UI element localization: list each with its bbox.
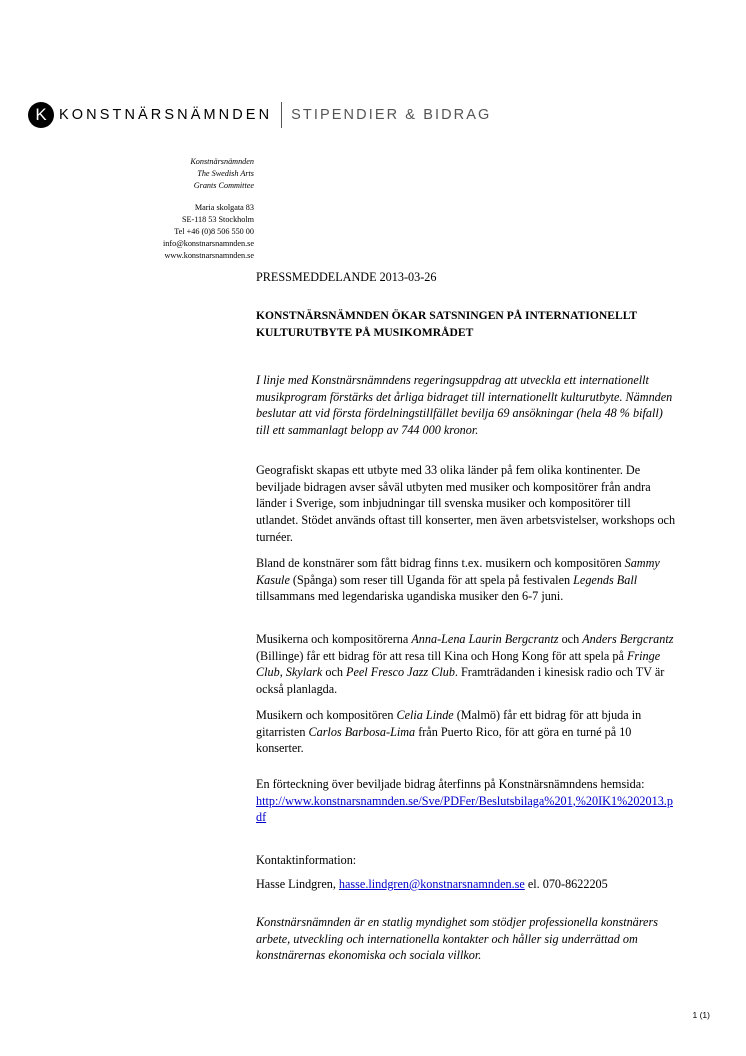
- headline: KONSTNÄRSNÄMNDEN ÖKAR SATSNINGEN PÅ INTERNATIONELLT KULTURUTBYTE PÅ MUSIKOMRÅDET: [256, 309, 637, 339]
- sender-phone: Tel +46 (0)8 506 550 00: [174, 227, 254, 236]
- text: Musikerna och kompositörerna: [256, 632, 412, 647]
- logo-organization-name: KONSTNÄRSNÄMNDEN: [59, 107, 273, 123]
- artist-name: Anders Bergcrantz: [582, 632, 674, 647]
- contact-heading: Kontaktinformation:: [256, 853, 357, 867]
- text: Bland de konstnärer som fått bidrag finns t.ex. musikern och kompositören: [256, 556, 625, 571]
- body-paragraph-3: [256, 631, 676, 697]
- text: (Malmö) får ett bidrag för att bjuda in gitarristen: [256, 708, 642, 739]
- sender-postcode: SE-118 53 Stockholm: [181, 215, 254, 224]
- press-release-date: PRESSMEDDELANDE 2013-03-26: [256, 270, 437, 284]
- text: (Spånga) som reser till Uganda för att spela på festivalen: [289, 572, 574, 587]
- logo-k-emblem: K: [28, 102, 54, 128]
- grants-list-link[interactable]: http://www.konstnarsnamnden.se/Sve/PDFer/Beslutsbilaga%201,%20IK1%202013.pdf: [256, 793, 673, 825]
- sender-address-block: [163, 202, 254, 262]
- sender-name-block: [190, 156, 254, 192]
- text: tillsammans med legendariska ugandiska musiker den 6-7 juni.: [256, 589, 564, 604]
- footer-statement: Konstnärsnämnden är en statlig myndighet som stödjer professionella konstnärers arbete, utveckling och internationella kontakter och håller sig underrättad om konstnärernas ekonomiska och sociala villkor.: [256, 915, 658, 963]
- sender-website: www.konstnarsnamnden.se: [164, 251, 254, 260]
- sender-name-line: Konstnärsnämnden: [190, 157, 254, 166]
- letterhead-logo: [28, 100, 491, 130]
- body-paragraph-1: Geografiskt skapas ett utbyte med 33 olika länder på fem olika kontinenter. De beviljade bidragen avser såväl utbyten med musiker och kompositörer från andra länder i Sverige, som inbjudningar till svenska musiker och kompositörer till utlandet. Stödet används oftast till konserter, men även arbetsvistelser, workshops och turnéer.: [256, 463, 676, 544]
- sender-name-line: Grants Committee: [193, 181, 254, 190]
- sender-email: info@konstnarsnamnden.se: [163, 239, 254, 248]
- text: (Billinge) får ett bidrag för att resa till Kina och Hong Kong för att spela på: [256, 648, 627, 663]
- artist-name: Anna-Lena Laurin Bergcrantz: [411, 632, 559, 647]
- text: och: [322, 665, 347, 680]
- festival-name: Legends Ball: [573, 572, 638, 587]
- contact-line: [256, 876, 676, 893]
- contact-email-link[interactable]: hasse.lindgren@konstnarsnamnden.se: [338, 877, 525, 891]
- grants-list-section: [256, 776, 676, 826]
- contact-phone: el. 070-8622205: [524, 877, 608, 891]
- lead-paragraph: I linje med Konstnärsnämndens regeringsuppdrag att utveckla ett internationellt musikprogram förstärks det årliga bidraget till internationellt kulturutbyte. Nämnden beslutar att vid första fördelningstillfället bevilja 69 ansökningar (hela 48 % bifall) till ett sammanlagt belopp av 744 000 kronor.: [256, 373, 673, 437]
- text: . Framträdanden i kinesisk radio och TV är också planlagda.: [256, 665, 665, 696]
- venue-name: Peel Fresco Jazz Club: [346, 665, 455, 680]
- sender-name-line: The Swedish Arts: [197, 169, 254, 178]
- logo-tagline: STIPENDIER & BIDRAG: [291, 107, 492, 123]
- venue-names: Fringe Club, Skylark: [256, 648, 661, 680]
- page-number: 1 (1): [692, 1010, 710, 1020]
- text: Musikern och kompositören: [256, 708, 397, 723]
- artist-name: Sammy Kasule: [256, 556, 660, 587]
- logo-divider: [281, 102, 282, 128]
- body-paragraph-4: [256, 707, 676, 757]
- artist-name: Carlos Barbosa-Lima: [308, 724, 416, 739]
- grants-list-text: En förteckning över beviljade bidrag återfinns på Konstnärsnämndens hemsida:: [256, 777, 645, 791]
- body-paragraph-2: [256, 555, 676, 605]
- text: och: [558, 632, 583, 647]
- contact-name: Hasse Lindgren,: [256, 877, 339, 891]
- text: från Puerto Rico, för att göra en turné på 10 konserter.: [256, 724, 632, 756]
- artist-name: Celia Linde: [396, 708, 454, 723]
- sender-street: Maria skolgata 83: [194, 203, 254, 212]
